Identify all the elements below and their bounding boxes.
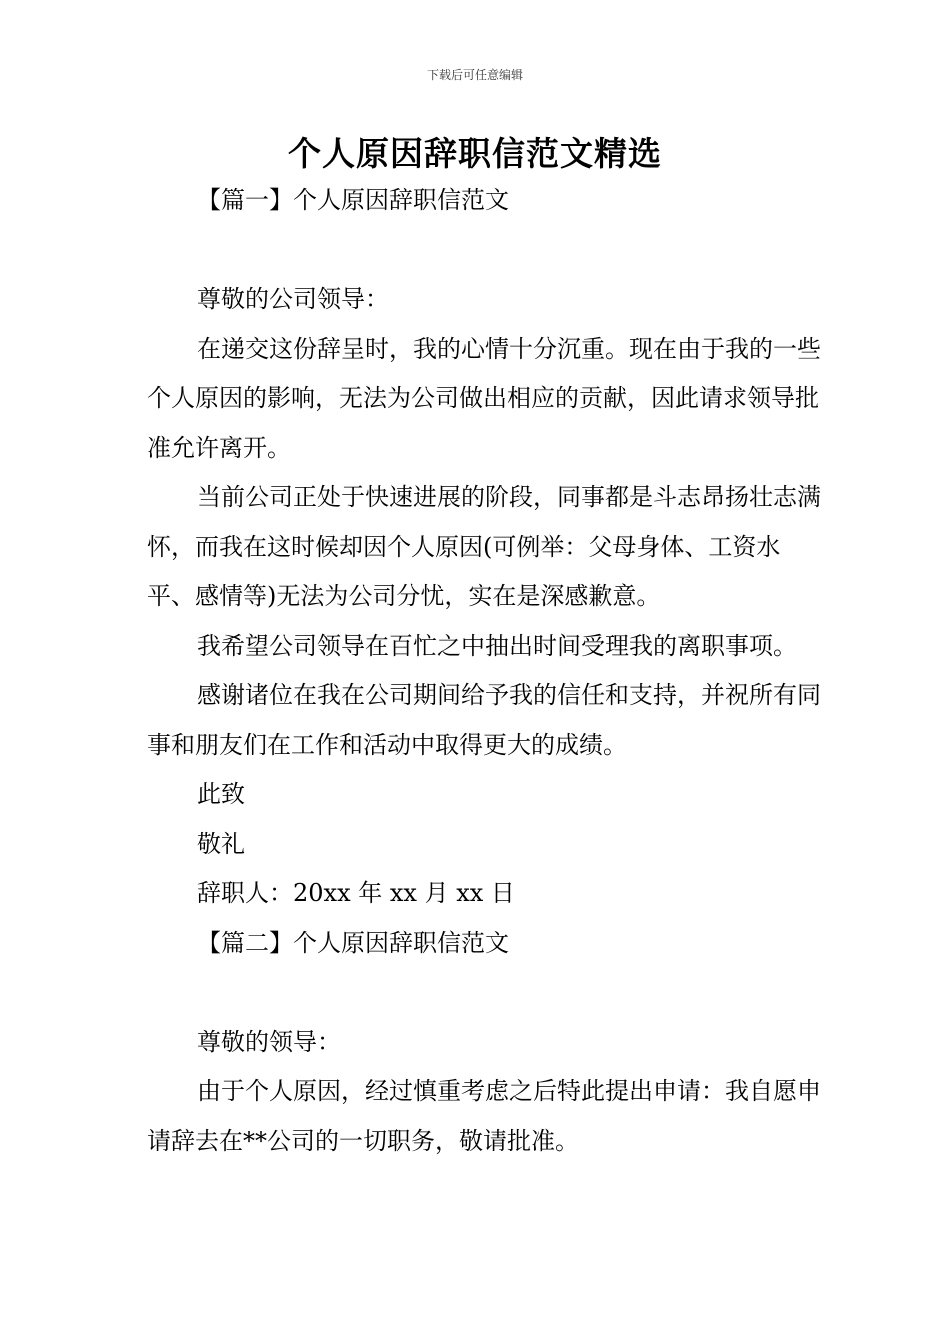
header-note: 下载后可任意编辑 [426, 68, 523, 82]
section-2-paragraph: 由于个人原因，经过慎重考虑之后特此提出申请：我自愿申请辞去在**公司的一切职务，敬请批准。 [147, 1077, 821, 1155]
section-2-salutation: 尊敬的领导： [197, 1027, 341, 1056]
spacer [147, 226, 827, 276]
section-1-heading: 【篇一】个人原因辞职信范文 [197, 186, 509, 214]
spacer [147, 968, 827, 1018]
document-title: 个人原因辞职信范文精选 [288, 134, 662, 173]
document-body [147, 176, 827, 1166]
signature-line: 辞职人：20xx 年 xx 月 xx 日 [197, 879, 515, 907]
closing-line: 此致 [197, 780, 245, 808]
section-1-paragraph: 我希望公司领导在百忙之中抽出时间受理我的离职事项。 [197, 631, 797, 660]
section-2-heading: 【篇二】个人原因辞职信范文 [197, 928, 509, 957]
section-1-paragraph: 感谢诸位在我在公司期间给予我的信任和支持，并祝所有同事和朋友们在工作和活动中取得更大的成绩。 [147, 681, 821, 759]
section-1-paragraph: 在递交这份辞呈时，我的心情十分沉重。现在由于我的一些个人原因的影响，无法为公司做出相应的贡献，因此请求领导批准允许离开。 [147, 334, 821, 462]
section-1-paragraph: 当前公司正处于快速进展的阶段，同事都是斗志昂扬壮志满怀，而我在这时候却因个人原因(可例举：父母身体、工资水平、感情等)无法为公司分忧，实在是深感歉意。 [147, 483, 821, 610]
closing-salute: 敬礼 [197, 829, 245, 858]
section-1-salutation: 尊敬的公司领导： [197, 285, 389, 313]
